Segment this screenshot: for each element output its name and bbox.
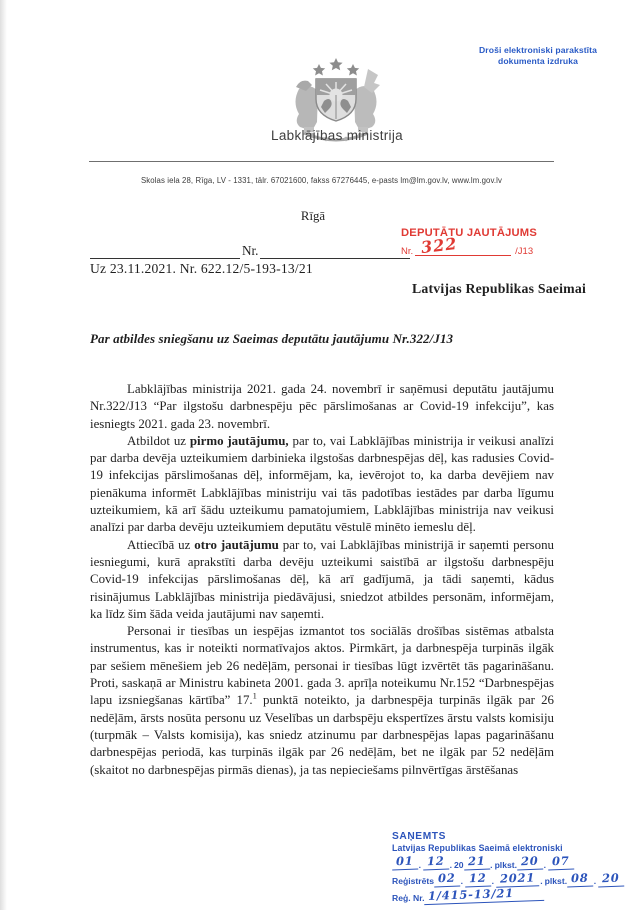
addressee: Latvijas Republikas Saeimai (411, 281, 586, 296)
outgoing-date-blank (90, 247, 240, 259)
separator-dot: . (593, 876, 597, 886)
registered-year-handwritten: 2021 (496, 872, 540, 887)
registered-hour-handwritten: 08 (567, 872, 593, 886)
letter-body (90, 381, 554, 779)
registered-minute-handwritten: 20 (598, 872, 624, 886)
paragraph-3: Attiecībā uz otro jautājumu par to, vai Labklājības ministrijā ir saņemti personu iesniegumi, kurā aprakstīti darba devēju uzteikumi saistībā ar ilgstošu darbnespēju Covid-19 infekcijas pārslimošanas dēļ, kā arī gadījumā, ja tādi saņemti, kādus risinājumus Labklājības ministrija piedāvājusi, sniedzot atbildes personām, informējam, ka līdz šim šāda veida jautājumi nav saņemti. (90, 537, 554, 621)
deputy-question-suffix: /J13 (515, 246, 534, 257)
separator-dot: . (418, 859, 421, 870)
electronic-signature-note-line2: dokumenta izdruka (497, 56, 578, 67)
saeima-received-stamp (392, 831, 637, 903)
deputy-question-stamp-title: DEPUTĀTU JAUTĀJUMS (401, 227, 537, 239)
paragraph-2: Atbildot uz pirmo jautājumu, par to, vai Labklājības ministrija ir veikusi analīzi par darba devēja uzteikumiem darbinieka ilgstošas darbnespējas dēļ, kas radusies Covid-19 infekcijas pārslimošanas dēļ, informējam, ka, ievērojot to, ka darba devējiem nav pienākuma informēt Labklājības ministriju vai tās padotības iestādes par darba līgumu uzteikumiem, kā arī šādu uzteikumu pamatojumiem, Labklājības ministrija nav veikusi analīzi par darba devēju uzteikumiem deputātu vēstulē minēto iemeslu dēļ. (90, 433, 555, 535)
paragraph-4: Personai ir tiesības un iespējas izmantot tos sociālās drošības sistēmas atbalsta instrumentus, kas ir noteikti normatīvajos aktos. Pirmkārt, ja darbnespēja turpinās ilgāk par sešiem mēnešiem jeb 26 nedēļām, personai ir tiesības lūgt izvērtēt tās pagarināšanu. Proti, saskaņā ar Ministru kabineta 2001. gada 3. aprīļa noteikumu Nr.152 “Darbnespējas lapu izsniegšanas kārtība” 17.$^1$ punktā noteikto, ja darbnespēja turpinās ilgāk par 26 nedēļām, ārsts nosūta personu uz Veselības un darbspēju ekspertīzes ārstu valsts komisiju (turpmāk – Valsts komisija), kas sniedz atzinumu par darbnespējas lapas pagarināšanu darbnespējas periodā, kas turpinās ilgāk par 26 nedēļām, bet ne ilgāk par 52 nedēļām (skaitot no darbnespējas pirmās dienas), ja tas nepieciešams pilnvērtīgas ārstēšanas (90, 624, 554, 777)
registered-date-row (392, 869, 637, 887)
paragraph-1: Labklājības ministrija 2021. gada 24. novembrī ir saņēmusi deputātu jautājumu Nr.322/J13 “Par ilgstošu darbnespēju pēc pārslimošanas ar Covid-19 infekciju”, kas iesniegts 2021. gada 23. novembrī. (90, 382, 554, 431)
deputy-question-nr-label: Nr. (401, 246, 414, 257)
deputy-question-handwritten-number: 322 (419, 233, 459, 258)
registered-time-label: plkst. (544, 876, 568, 886)
deputy-question-stamp (401, 227, 591, 257)
electronic-signature-note (447, 45, 629, 67)
received-day-handwritten: 01 (392, 856, 418, 870)
received-stamp-subtitle: Latvijas Republikas Saeimā elektroniski (392, 843, 563, 853)
received-hour-handwritten: 20 (517, 856, 543, 870)
separator-dot: . (491, 876, 495, 886)
separator-dot: . (449, 859, 452, 870)
reply-reference: Uz 23.11.2021. Nr. 622.12/5-193-13/21 (90, 261, 313, 276)
registered-label: Reģistrēts (392, 876, 435, 886)
registration-number-row (392, 885, 637, 903)
subject-line: Par atbildes sniegšanu uz Saeimas deputātu jautājumu Nr.322/J13 (90, 331, 454, 346)
electronic-signature-note-line1: Droši elektroniski parakstīta (478, 45, 597, 55)
registered-month-handwritten: 12 (465, 872, 491, 886)
registration-number-label: Reģ. Nr. (392, 892, 425, 903)
separator-dot: . (543, 859, 547, 870)
ministry-contact-line: Skolas iela 28, Rīga, LV - 1331, tālr. 67021600, fakss 67276445, e-pasts lm@lm.gov.lv, www.lm.gov.lv (140, 176, 502, 185)
received-stamp-title: SAŅEMTS (392, 831, 447, 842)
separator-dot: . (460, 876, 464, 886)
received-date-row (392, 853, 637, 870)
separator-dot: . (490, 859, 493, 870)
received-month-handwritten: 12 (423, 856, 449, 870)
registered-day-handwritten: 02 (434, 872, 460, 886)
received-time-label: plkst. (494, 859, 518, 870)
registration-number-handwritten: 1/415-13/21 (424, 887, 544, 905)
separator-dot: . (540, 876, 543, 886)
ministry-name: Labklājības ministrija (271, 128, 403, 143)
document-place: Rīgā (300, 209, 326, 223)
outgoing-number-line (90, 243, 410, 259)
scan-edge-artifact (0, 0, 7, 910)
received-year-prefix: 20 (454, 859, 464, 870)
outgoing-nr-label: Nr. (242, 243, 259, 258)
outgoing-number-blank (260, 247, 410, 259)
received-year-handwritten: 21 (463, 856, 489, 870)
header-divider (89, 161, 554, 162)
received-minute-handwritten: 07 (548, 856, 574, 870)
